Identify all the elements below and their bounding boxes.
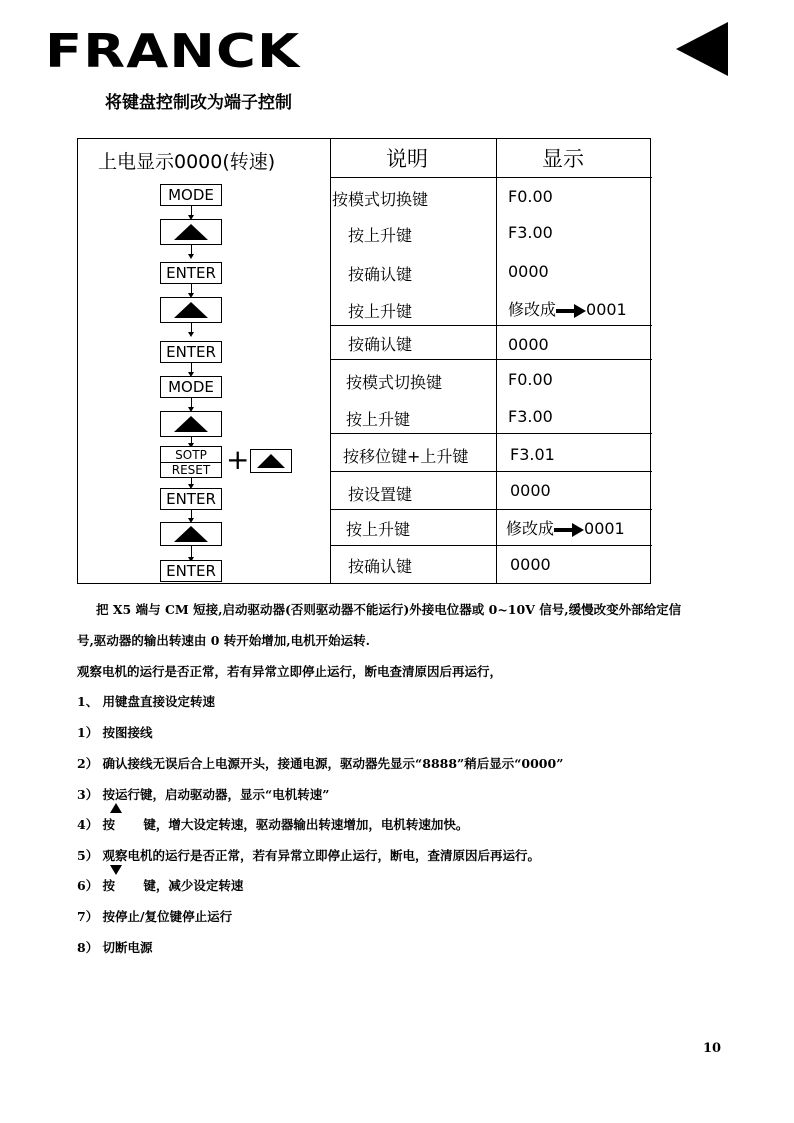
mode-key: MODE	[160, 184, 222, 206]
row-display: 0000	[508, 262, 549, 281]
right-arrow-icon	[554, 523, 584, 537]
row-desc: 按移位键+上升键	[343, 447, 469, 466]
row-rule	[330, 433, 652, 434]
flow-arrow	[191, 323, 192, 335]
row-rule	[330, 177, 652, 178]
step-suffix: 键，增大设定转速，驱动器输出转速增加，电机转速加快。	[143, 817, 469, 832]
row-display: F3.00	[508, 223, 553, 242]
header-display: 显示	[542, 147, 584, 171]
step-item: 5） 观察电机的运行是否正常，若有异常立即停止运行，断电，查清原因后再运行。	[77, 848, 541, 863]
flow-arrow	[191, 546, 192, 560]
enter-key: ENTER	[160, 560, 222, 582]
up-key	[160, 522, 222, 546]
stop-label: SOTP	[175, 447, 207, 462]
up-key	[160, 219, 222, 245]
row-display: 0000	[508, 335, 549, 354]
modify-value: 0001	[586, 300, 627, 319]
row-rule	[330, 471, 652, 472]
modify-label: 修改成	[506, 519, 555, 538]
up-triangle-icon	[257, 454, 285, 468]
stop-reset-key	[160, 446, 222, 478]
enter-key: ENTER	[160, 341, 222, 363]
column-divider	[496, 139, 497, 583]
up-triangle-icon	[174, 224, 208, 240]
row-rule	[330, 509, 652, 510]
row-desc: 按上升键	[346, 520, 411, 539]
row-desc: 按设置键	[348, 485, 413, 504]
modify-value: 0001	[584, 519, 625, 538]
row-desc: 按上升键	[348, 226, 413, 245]
header-power-on: 上电显示0000(转速)	[98, 151, 276, 173]
row-display: 0000	[510, 555, 551, 574]
enter-key: ENTER	[160, 262, 222, 284]
right-arrow-icon	[556, 304, 586, 318]
up-triangle-icon	[174, 302, 208, 318]
brand-logo: FRANCK	[45, 24, 301, 78]
procedure-table	[77, 138, 651, 584]
step-item: 1） 按图接线	[77, 725, 153, 740]
row-display: F0.00	[508, 370, 553, 389]
header-description: 说明	[386, 147, 428, 171]
row-display-modify	[506, 516, 625, 539]
row-desc: 按上升键	[348, 302, 413, 321]
flow-arrow	[191, 437, 192, 446]
step-item: 2） 确认接线无误后合上电源开头，接通电源，驱动器先显示“8888”稍后显示“0000”	[77, 756, 564, 771]
back-arrow-icon	[676, 22, 728, 76]
up-triangle-icon	[110, 803, 122, 813]
column-divider	[330, 139, 331, 583]
row-rule	[330, 325, 652, 326]
row-desc: 按确认键	[348, 557, 413, 576]
enter-key: ENTER	[160, 488, 222, 510]
row-desc: 按确认键	[348, 265, 413, 284]
row-desc: 按模式切换键	[332, 190, 429, 209]
flow-arrow	[191, 478, 192, 487]
paragraph-line: 号,驱动器的输出转速由 0 转开始增加,电机开始运转.	[77, 633, 370, 648]
row-desc: 按模式切换键	[346, 373, 443, 392]
flow-arrow	[191, 363, 192, 375]
plus-sign: +	[226, 443, 250, 476]
row-desc: 按确认键	[348, 335, 413, 354]
page-number: 10	[703, 1041, 722, 1056]
row-display: 0000	[510, 481, 551, 500]
step-prefix: 6） 按	[77, 878, 116, 893]
step-prefix: 4） 按	[77, 817, 116, 832]
up-triangle-icon	[174, 526, 208, 542]
up-key	[250, 449, 292, 473]
step-item: 8） 切断电源	[77, 940, 153, 955]
row-display: F3.01	[510, 445, 555, 464]
flow-arrow	[191, 284, 192, 296]
modify-label: 修改成	[508, 300, 557, 319]
paragraph-line: 观察电机的运行是否正常，若有异常立即停止运行，断电查清原因后再运行，	[77, 664, 503, 679]
reset-label: RESET	[161, 462, 221, 477]
row-display: F0.00	[508, 187, 553, 206]
flow-arrow	[191, 206, 192, 218]
page-subtitle: 将键盘控制改为端子控制	[105, 93, 292, 113]
step-item: 3） 按运行键，启动驱动器，显示“电机转速”	[77, 787, 330, 802]
up-triangle-icon	[174, 416, 208, 432]
row-rule	[330, 545, 652, 546]
up-key	[160, 297, 222, 323]
row-display: F3.00	[508, 407, 553, 426]
step-item: 7） 按停止/复位键停止运行	[77, 909, 233, 924]
section-title: 1、 用键盘直接设定转速	[77, 694, 216, 709]
row-display-modify	[508, 297, 627, 320]
step-suffix: 键，减少设定转速	[143, 878, 244, 893]
step-item	[77, 815, 468, 833]
paragraph-line: 把 X5 端与 CM 短接,启动驱动器(否则驱动器不能运行)外接电位器或 0~10V 信号,缓慢改变外部给定信	[96, 602, 682, 617]
step-item	[77, 876, 243, 894]
up-key	[160, 411, 222, 437]
flow-arrow	[191, 245, 192, 257]
mode-key: MODE	[160, 376, 222, 398]
row-rule	[330, 359, 652, 360]
flow-arrow	[191, 398, 192, 410]
down-triangle-icon	[110, 865, 122, 875]
flow-arrow	[191, 510, 192, 521]
row-desc: 按上升键	[346, 410, 411, 429]
